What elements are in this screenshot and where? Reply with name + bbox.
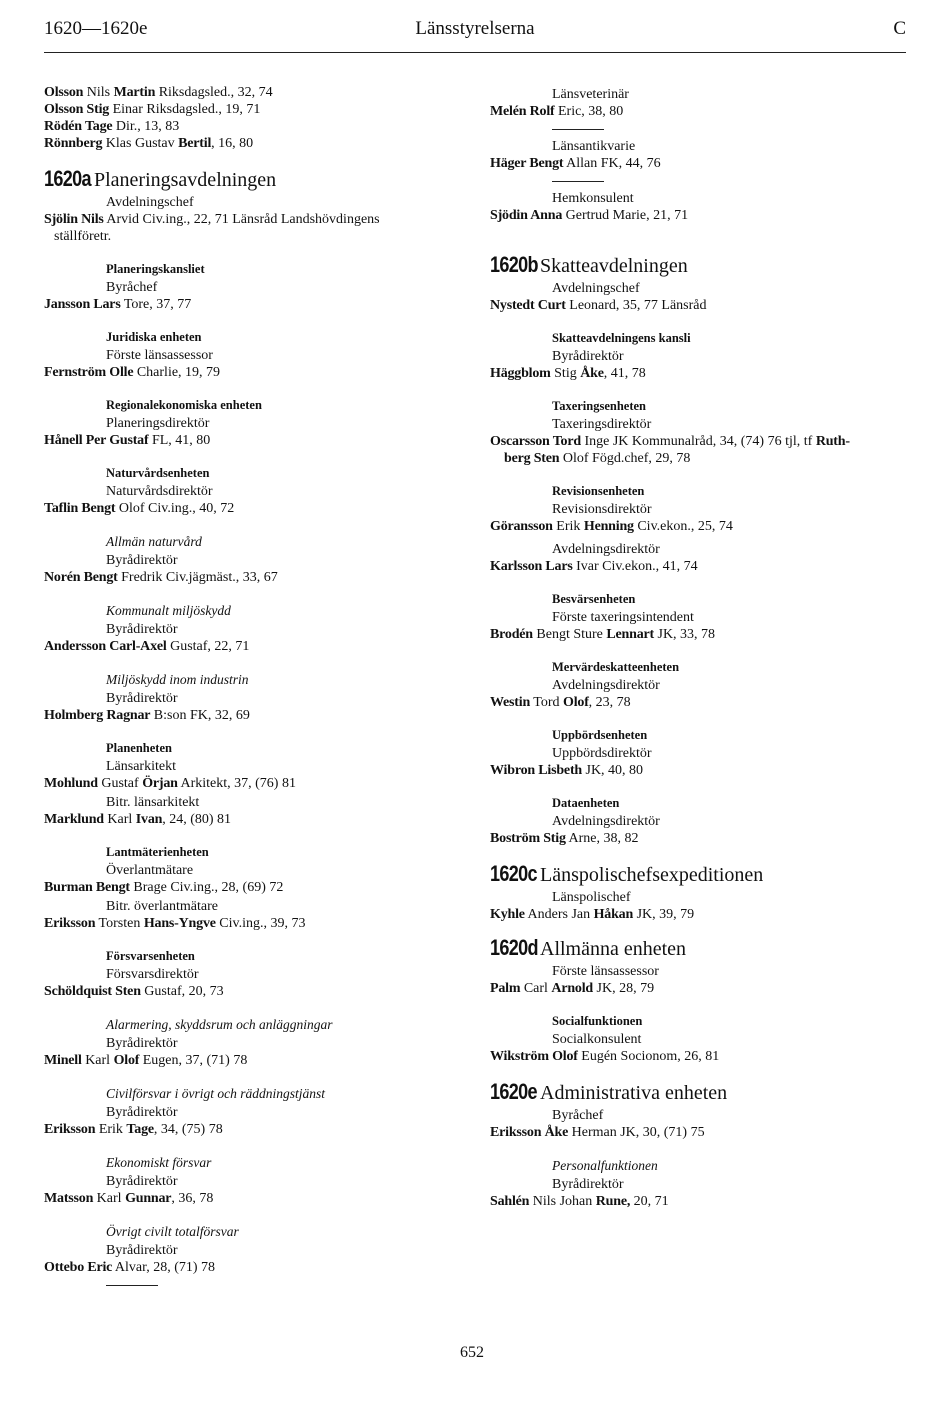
unit-heading: Dataenheten: [552, 796, 620, 810]
person-entry: Wikström Olof Eugén Socionom, 26, 81: [490, 1049, 720, 1064]
unit-heading: Försvarsenheten: [106, 949, 195, 963]
unit-heading: Revisionsenheten: [552, 484, 645, 498]
person-entry: Oscarsson Tord Inge JK Kommunalråd, 34, (74) 76 tjl, tf Ruth-: [490, 434, 850, 449]
position-title: Länsarkitekt: [106, 759, 176, 774]
person-entry: Eriksson Åke Herman JK, 30, (71) 75: [490, 1125, 705, 1140]
person-entry: Eriksson Erik Tage, 34, (75) 78: [44, 1122, 223, 1137]
section-1620a: [44, 166, 474, 245]
unit-heading: Regionalekonomiska enheten: [106, 398, 262, 412]
unit-heading: Lantmäterienheten: [106, 845, 209, 859]
section-name: Länspolischefsexpeditionen: [540, 864, 764, 886]
unit-heading: Planenheten: [106, 741, 172, 755]
section-number: 1620c: [490, 861, 537, 886]
subunit-heading: Alarmering, skyddsrum och anläggningar: [106, 1017, 333, 1032]
unit-heading: Mervärdeskatteenheten: [552, 660, 680, 674]
position-title: Länsveterinär: [552, 87, 629, 102]
divider-rule: [552, 181, 604, 182]
divider-rule: [106, 1285, 158, 1286]
person-entry: Karlsson Lars Ivar Civ.ekon., 41, 74: [490, 559, 698, 574]
person-entry: Häger Bengt Allan FK, 44, 76: [490, 156, 661, 171]
unit-heading: Planeringskansliet: [106, 262, 205, 276]
subunit-heading: Ekonomiskt försvar: [106, 1155, 212, 1170]
position-title: Länspolischef: [552, 890, 631, 905]
position-title: Avdelningsdirektör: [552, 814, 660, 829]
position-title: Förste länsassessor: [106, 348, 213, 363]
person-entry: Westin Tord Olof, 23, 78: [490, 695, 631, 710]
section-1620b: [490, 252, 908, 314]
position-title: Byrådirektör: [106, 1243, 178, 1258]
position-title: Bitr. länsarkitekt: [106, 795, 200, 810]
person-entry: Mohlund Gustaf Örjan Arkitekt, 37, (76) 81: [44, 776, 296, 791]
position-title: Byrådirektör: [106, 622, 178, 637]
person-entry: Nystedt Curt Leonard, 35, 77 Länsråd: [490, 298, 707, 313]
person-entry: Olsson Nils Martin Riksdagsled., 32, 74: [44, 85, 273, 100]
position-title: Uppbördsdirektör: [552, 746, 652, 761]
page-header: [44, 18, 906, 44]
position-title: Planeringsdirektör: [106, 416, 210, 431]
person-entry: Minell Karl Olof Eugen, 37, (71) 78: [44, 1053, 248, 1068]
section-number: 1620b: [490, 252, 538, 277]
subunit-heading: Civilförsvar i övrigt och räddningstjänst: [106, 1086, 326, 1101]
position-title: Byrådirektör: [106, 1036, 178, 1051]
person-entry: Kyhle Anders Jan Håkan JK, 39, 79: [490, 907, 695, 922]
person-entry: Holmberg Ragnar B:son FK, 32, 69: [44, 708, 250, 723]
section-name: Planeringsavdelningen: [94, 169, 277, 191]
unit-heading: Skatteavdelningens kansli: [552, 331, 691, 345]
header-letter: C: [893, 18, 906, 39]
position-title: Byråchef: [106, 280, 158, 295]
position-title: Avdelningsdirektör: [552, 542, 660, 557]
position-title: Förste taxeringsintendent: [552, 610, 694, 625]
section-heading: [44, 166, 474, 192]
position-title: Försvarsdirektör: [106, 967, 199, 982]
right-column: [490, 84, 908, 1210]
position-title: Socialkonsulent: [552, 1032, 642, 1047]
position-title: Byrådirektör: [552, 1177, 624, 1192]
person-entry: Jansson Lars Tore, 37, 77: [44, 297, 192, 312]
unit-heading: Juridiska enheten: [106, 330, 202, 344]
person-entry: Melén Rolf Eric, 38, 80: [490, 104, 624, 119]
position-title: Byrådirektör: [552, 349, 624, 364]
person-entry: Palm Carl Arnold JK, 28, 79: [490, 981, 655, 996]
subunit-heading: Personalfunktionen: [552, 1158, 658, 1173]
person-entry: Burman Bengt Brage Civ.ing., 28, (69) 72: [44, 880, 284, 895]
section-name: Administrativa enheten: [540, 1082, 728, 1104]
position-title: Revisionsdirektör: [552, 502, 652, 517]
section-number: 1620e: [490, 1079, 537, 1104]
person-entry: Fernström Olle Charlie, 19, 79: [44, 365, 221, 380]
person-entry: Rödén Tage Dir., 13, 83: [44, 119, 180, 134]
unit-heading: Taxeringsenheten: [552, 399, 646, 413]
position-title: Länsantikvarie: [552, 139, 636, 154]
position-title: Hemkonsulent: [552, 191, 634, 206]
divider-rule: [552, 129, 604, 130]
subunit-heading: Kommunalt miljöskydd: [106, 603, 231, 618]
page-number: 652: [460, 1344, 484, 1361]
position-title: Byrådirektör: [106, 553, 178, 568]
person-entry: Eriksson Torsten Hans-Yngve Civ.ing., 39, 73: [44, 916, 306, 931]
section-heading: [490, 935, 908, 961]
section-number: 1620a: [44, 166, 91, 191]
section-1620e: [490, 1079, 908, 1141]
person-entry: Ottebo Eric Alvar, 28, (71) 78: [44, 1260, 216, 1275]
position-title: Byråchef: [552, 1108, 604, 1123]
section-1620d: [490, 935, 908, 997]
person-entry: Andersson Carl-Axel Gustaf, 22, 71: [44, 639, 250, 654]
person-entry: Sjödin Anna Gertrud Marie, 21, 71: [490, 208, 689, 223]
subunit-heading: Övrigt civilt totalförsvar: [106, 1224, 239, 1239]
unit-heading: Besvärsenheten: [552, 592, 636, 606]
person-entry: Matsson Karl Gunnar, 36, 78: [44, 1191, 214, 1206]
unit-heading: Naturvårdsenheten: [106, 466, 210, 480]
person-entry: Hånell Per Gustaf FL, 41, 80: [44, 433, 211, 448]
person-entry: Boström Stig Arne, 38, 82: [490, 831, 639, 846]
person-entry: Norén Bengt Fredrik Civ.jägmäst., 33, 67: [44, 570, 278, 585]
header-range: 1620—1620e: [44, 18, 148, 39]
position-title: Byrådirektör: [106, 1105, 178, 1120]
subunit-heading: Allmän naturvård: [106, 534, 202, 549]
person-entry: Sjölin Nils Arvid Civ.ing., 22, 71 Länsråd Landshövdingens ställföretr.: [44, 212, 380, 244]
section-heading: [490, 1079, 908, 1105]
position-title: Avdelningsdirektör: [552, 678, 660, 693]
person-entry: Schöldquist Sten Gustaf, 20, 73: [44, 984, 224, 999]
subunit-heading: Miljöskydd inom industrin: [106, 672, 249, 687]
left-column: [44, 84, 474, 1294]
position-title: Byrådirektör: [106, 691, 178, 706]
person-entry: Göransson Erik Henning Civ.ekon., 25, 74: [490, 519, 733, 534]
unit-heading: Socialfunktionen: [552, 1014, 643, 1028]
position-title: Taxeringsdirektör: [552, 417, 652, 432]
position-title: Förste länsassessor: [552, 964, 659, 979]
position-title: Överlantmätare: [106, 863, 194, 878]
section-name: Skatteavdelningen: [540, 255, 688, 277]
person-entry: Wibron Lisbeth JK, 40, 80: [490, 763, 644, 778]
section-1620c: [490, 861, 908, 923]
person-entry: Taflin Bengt Olof Civ.ing., 40, 72: [44, 501, 235, 516]
person-entry: Rönnberg Klas Gustav Bertil, 16, 80: [44, 136, 254, 151]
section-number: 1620d: [490, 935, 538, 960]
position-title: Avdelningschef: [552, 281, 640, 296]
section-heading: [490, 861, 908, 887]
header-title: Länsstyrelserna: [415, 18, 535, 39]
person-entry: Sahlén Nils Johan Rune, 20, 71: [490, 1194, 669, 1209]
position-title: Naturvårdsdirektör: [106, 484, 213, 499]
position-title: Avdelningschef: [106, 195, 194, 210]
position-title: Bitr. överlantmätare: [106, 899, 218, 914]
person-entry-continued: berg Sten Olof Fögd.chef, 29, 78: [504, 451, 691, 466]
unit-heading: Uppbördsenheten: [552, 728, 648, 742]
person-entry: Olsson Stig Einar Riksdagsled., 19, 71: [44, 102, 261, 117]
section-name: Allmänna enheten: [540, 938, 687, 960]
position-title: Byrådirektör: [106, 1174, 178, 1189]
person-entry: Marklund Karl Ivan, 24, (80) 81: [44, 812, 232, 827]
person-entry: Brodén Bengt Sture Lennart JK, 33, 78: [490, 627, 716, 642]
person-entry: Häggblom Stig Åke, 41, 78: [490, 366, 646, 381]
section-heading: [490, 252, 908, 278]
header-rule: [44, 52, 906, 53]
